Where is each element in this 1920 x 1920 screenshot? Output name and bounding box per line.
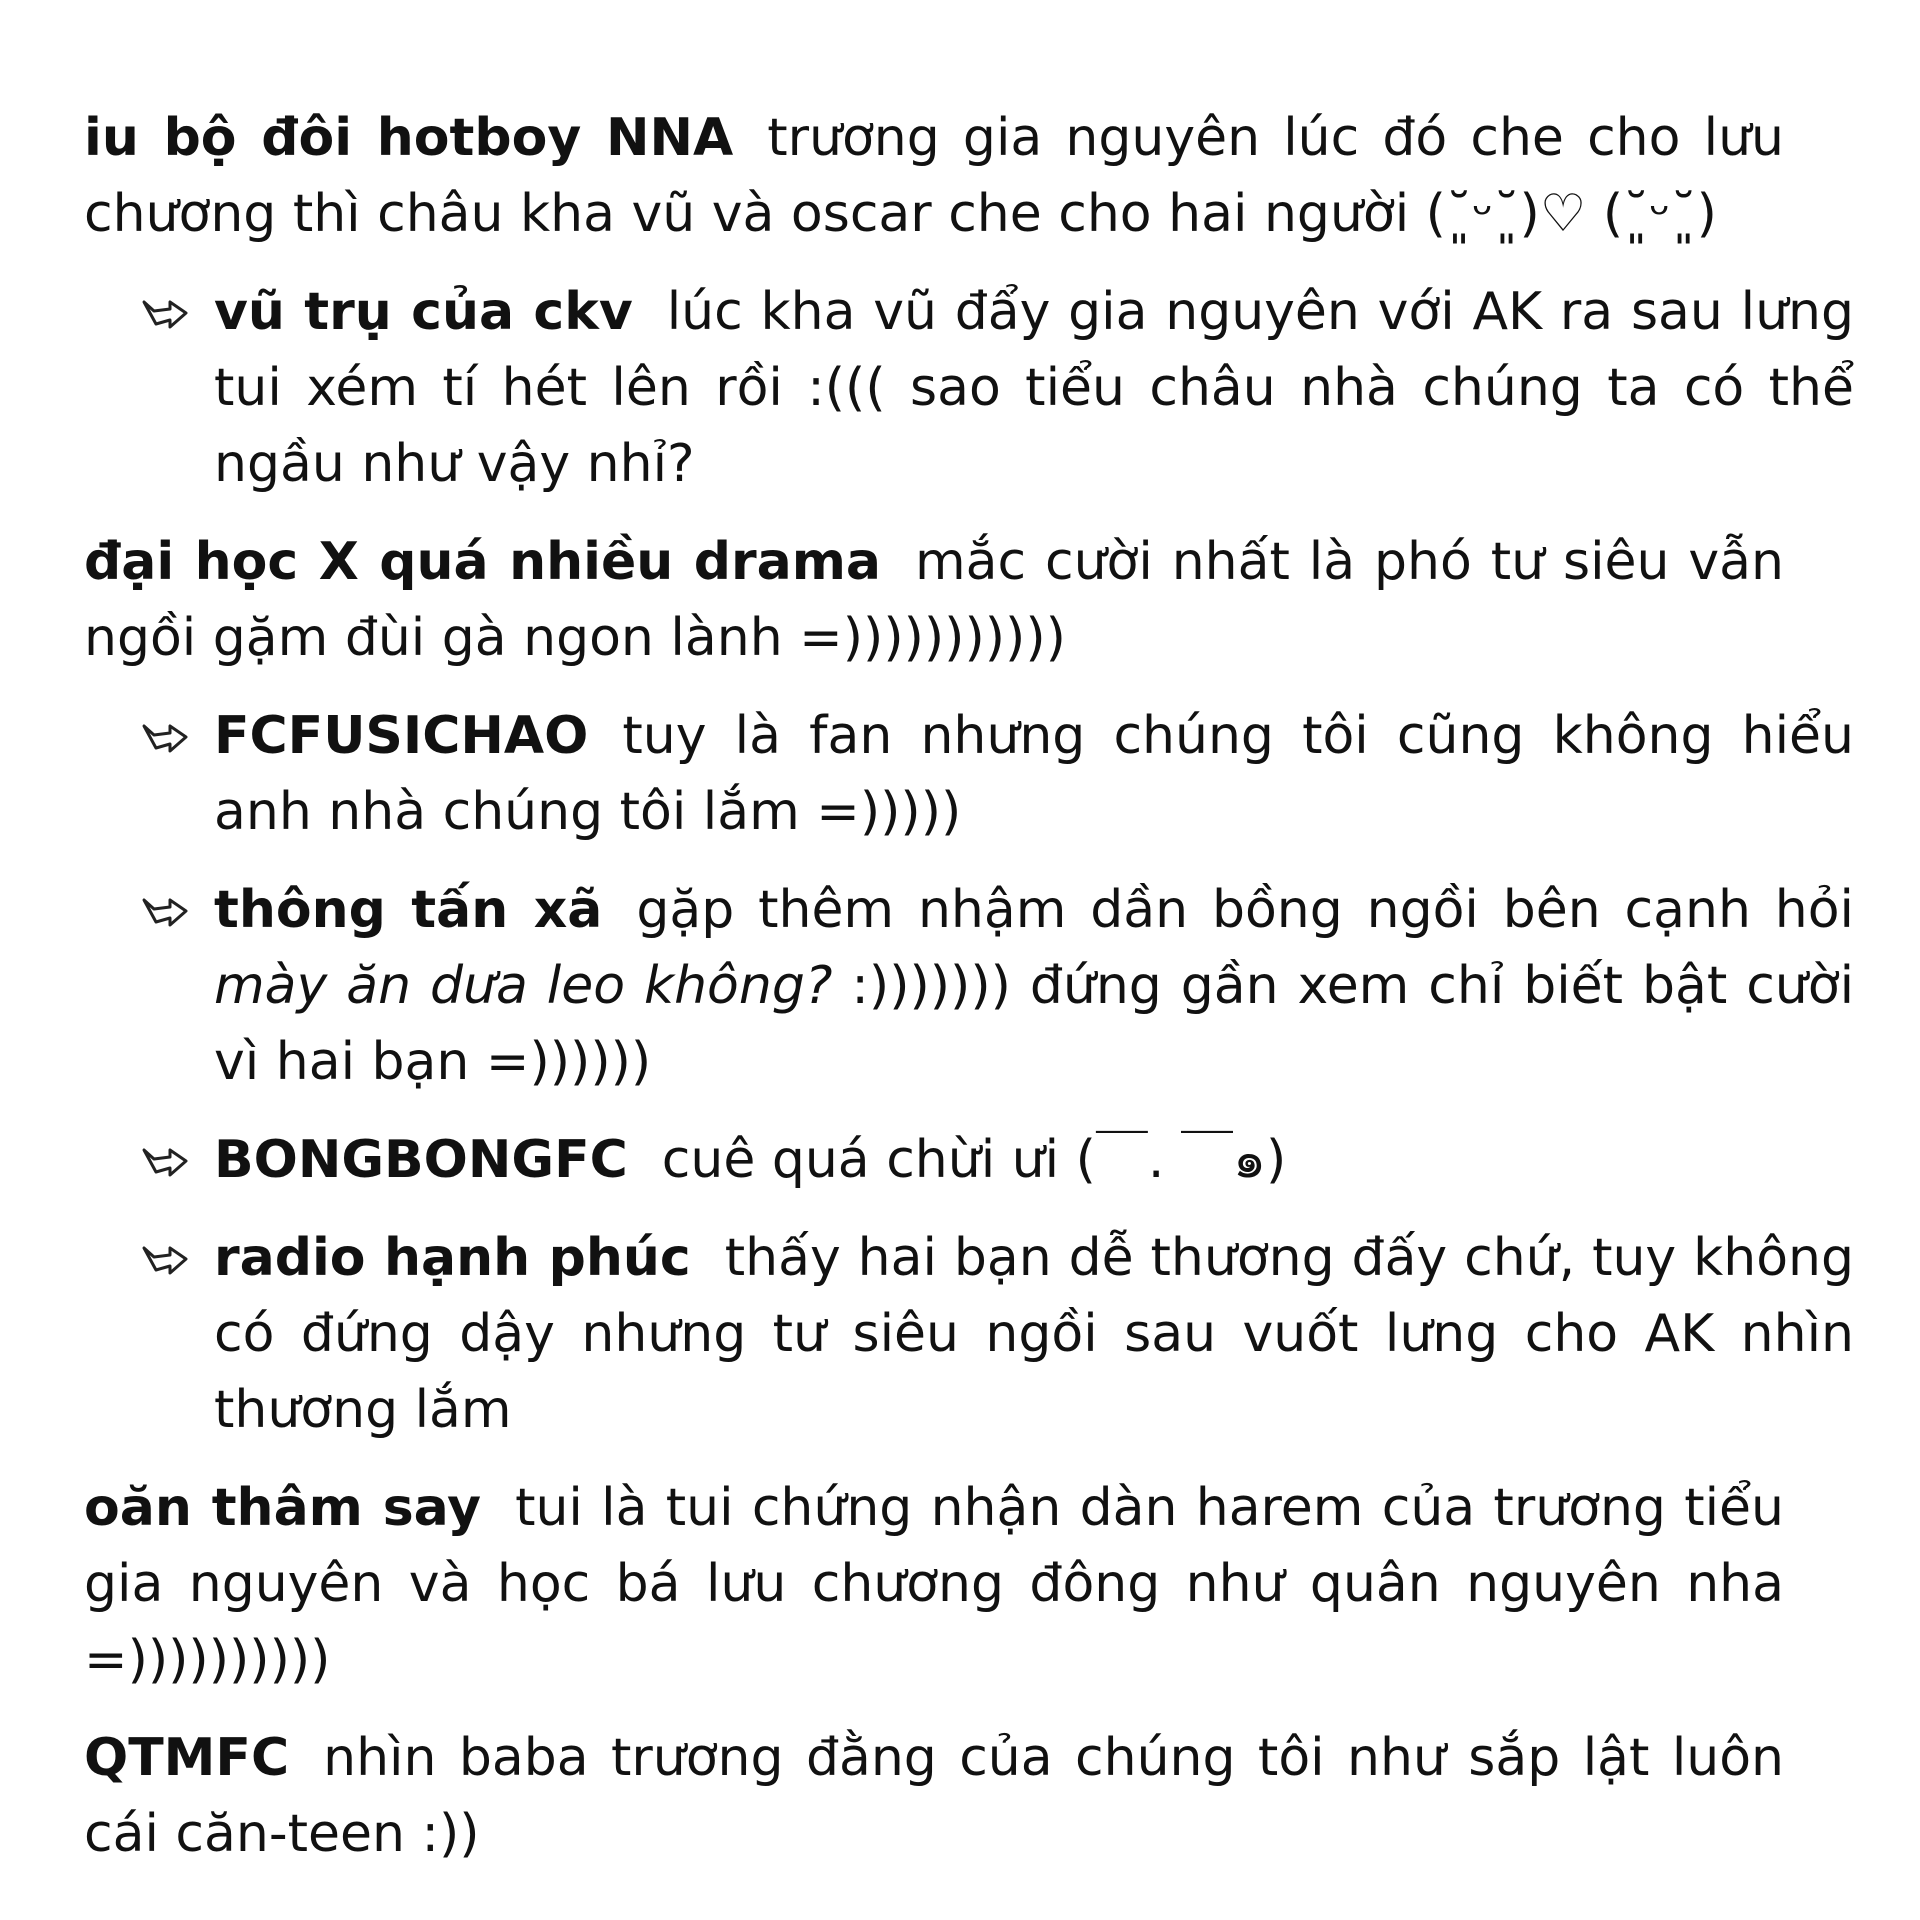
reply-comment	[214, 274, 1854, 502]
reply-text: cuê quá chừi ưi (￣. ￣๑)	[661, 1130, 1287, 1190]
reply-arrow-icon	[140, 720, 190, 754]
reply-text: lúc kha vũ đẩy gia nguyên với AK ra sau lưng tui xém tí hét lên rồi :((( sao tiểu châu nhà chúng ta có thể ngầu như vậy nhỉ?	[214, 282, 1854, 494]
comment	[84, 100, 1784, 252]
comment-author[interactable]: oăn thâm say	[84, 1478, 482, 1538]
reply-author[interactable]: radio hạnh phúc	[214, 1228, 691, 1288]
comment	[84, 524, 1784, 676]
reply-author[interactable]: thông tấn xã	[214, 880, 603, 940]
reply-arrow-icon	[140, 296, 190, 330]
comment-author[interactable]: QTMFC	[84, 1728, 290, 1788]
reply-comment	[214, 1220, 1854, 1448]
comment-text: mắc cười nhất là phó tư siêu vẫn ngồi gặm đùi gà ngon lành =)))))))))))	[84, 532, 1784, 668]
comment	[84, 1470, 1784, 1698]
reply-author[interactable]: BONGBONGFC	[214, 1130, 628, 1190]
comment-author[interactable]: iu bộ đôi hotboy NNA	[84, 108, 734, 168]
reply	[84, 1220, 1854, 1448]
reply-comment	[214, 1122, 1854, 1198]
reply-arrow-icon	[140, 1144, 190, 1178]
reply	[84, 1122, 1854, 1198]
reply-comment	[214, 872, 1854, 1100]
reply-text-before: gặp thêm nhậm dần bồng ngồi bên cạnh hỏi	[636, 880, 1854, 940]
comment-thread	[84, 100, 1854, 1872]
reply-list	[84, 274, 1854, 502]
reply-comment	[214, 698, 1854, 850]
comment	[84, 1720, 1784, 1872]
reply-list	[84, 698, 1854, 1448]
reply-text: tuy là fan nhưng chúng tôi cũng không hiểu anh nhà chúng tôi lắm =)))))	[214, 706, 1854, 842]
reply-text-after: :))))))) đứng gần xem chỉ biết bật cười vì hai bạn =))))))	[214, 956, 1855, 1092]
comment-author[interactable]: đại học X quá nhiều drama	[84, 532, 881, 592]
reply-arrow-icon	[140, 1242, 190, 1276]
reply	[84, 274, 1854, 502]
reply-author[interactable]: vũ trụ của ckv	[214, 282, 633, 342]
reply-author[interactable]: FCFUSICHAO	[214, 706, 589, 766]
reply	[84, 872, 1854, 1100]
reply-arrow-icon	[140, 894, 190, 928]
comment-text: tui là tui chứng nhận dàn harem của trương tiểu gia nguyên và học bá lưu chương đông như quân nguyên nha =))))))))))	[84, 1478, 1785, 1690]
reply-text-quote: mày ăn dưa leo không?	[214, 956, 833, 1016]
comment-text: trương gia nguyên lúc đó che cho lưu chương thì châu kha vũ và oscar che cho hai người (˘͈ᵕ˘͈)♡ (˘͈ᵕ˘͈)	[84, 108, 1784, 244]
reply	[84, 698, 1854, 850]
comment-text: nhìn baba trương đằng của chúng tôi như sắp lật luôn cái căn-teen :))	[84, 1728, 1784, 1864]
reply-text: thấy hai bạn dễ thương đấy chứ, tuy không có đứng dậy nhưng tư siêu ngồi sau vuốt lưng cho AK nhìn thương lắm	[214, 1228, 1854, 1440]
